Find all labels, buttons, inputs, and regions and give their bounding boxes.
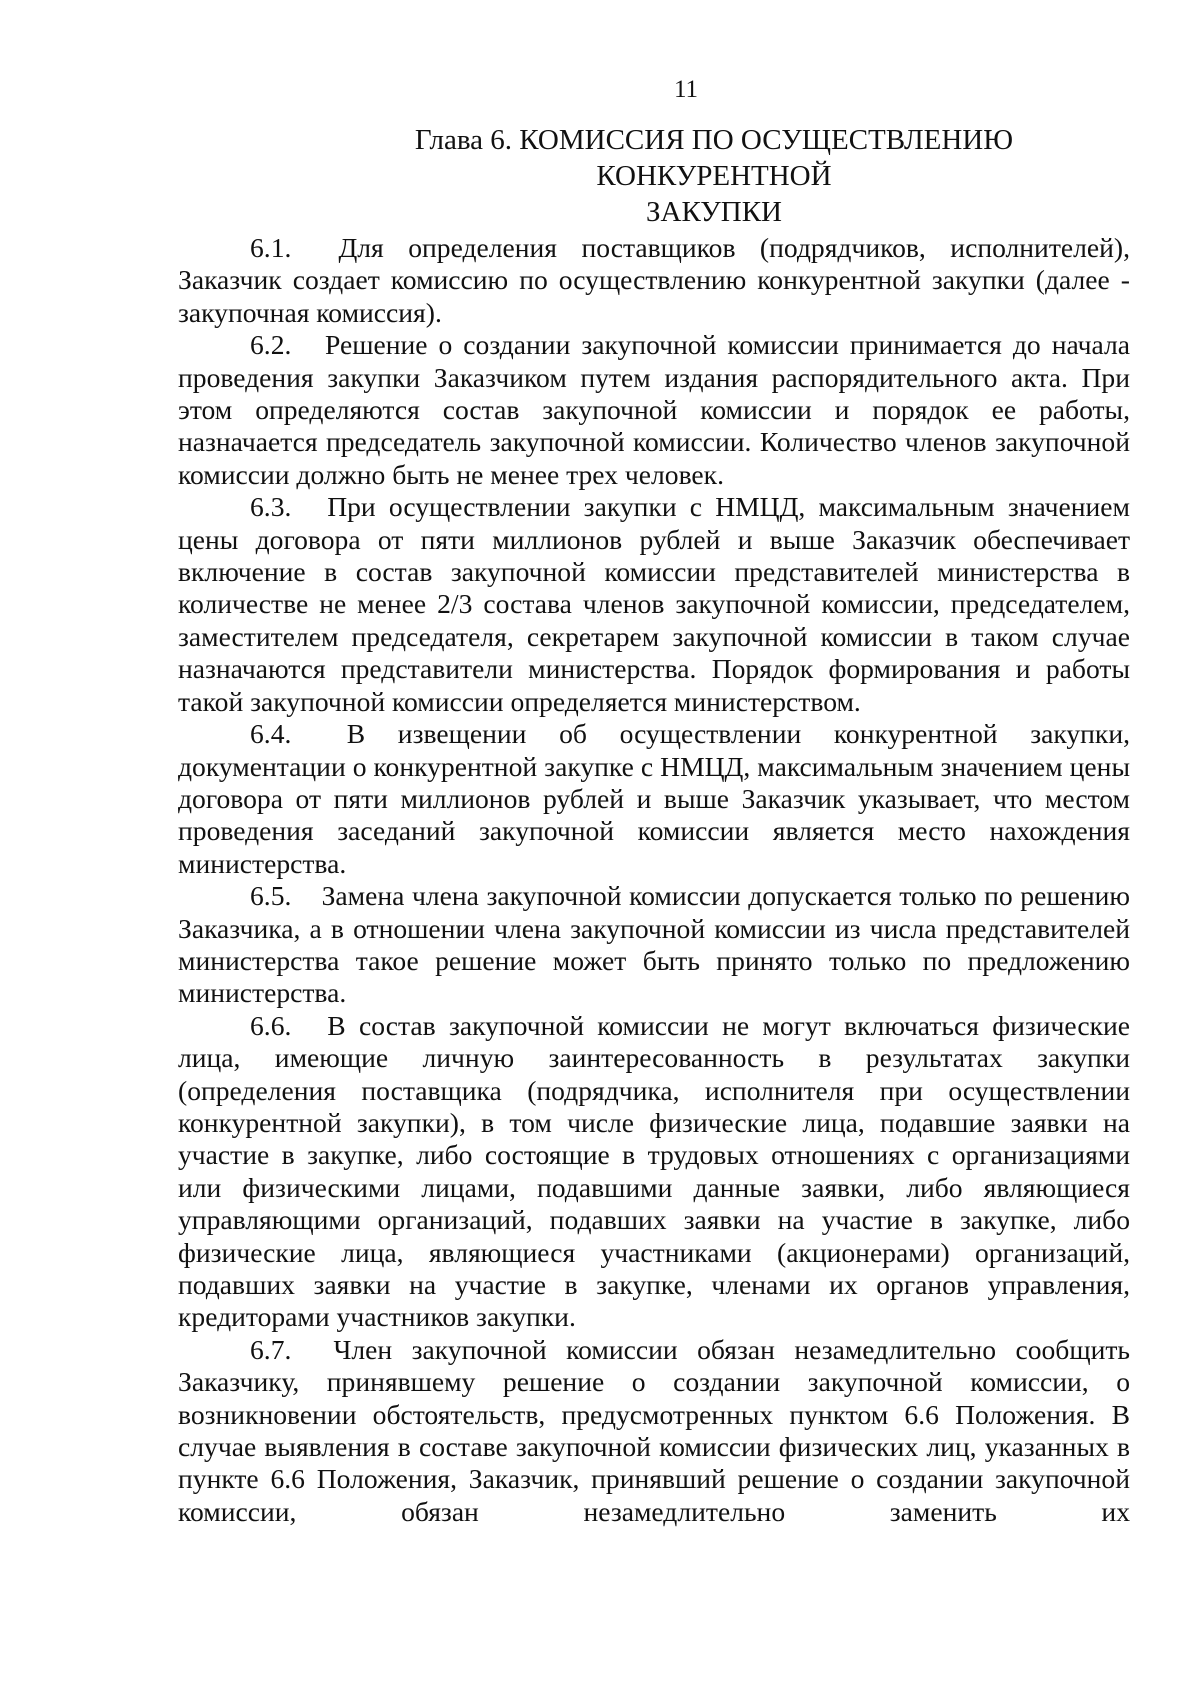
paragraph-number: 6.5.: [250, 880, 292, 912]
chapter-title-line-1: Глава 6. КОМИССИЯ ПО ОСУЩЕСТВЛЕНИЮ КОНКУРЕНТНОЙ: [414, 124, 1014, 192]
paragraph-text: В состав закупочной комиссии не могут включаться физические лица, имеющие личную заинтересованность в результатах закупки (определения поставщика (подрядчика, исполнителя при осуществлении конкурентной закупки), в том числе физические лица, подавшие заявки на участие в закупке, либо состоящие в трудовых отношениях с организациями или физическими лицами, подавшими данные заявки, либо являющиеся управляющими организаций, подавших заявки на участие в закупке, либо физические лица, являющиеся участниками (акционерами) организаций, подавших заявки на участие в закупке, членами их органов управления, кредиторами участников закупки.: [178, 1009, 1130, 1333]
chapter-title: [178, 122, 1130, 230]
paragraph-number: 6.2.: [250, 329, 292, 361]
paragraph-text: При осуществлении закупки с НМЦД, максимальным значением цены договора от пяти миллионов рублей и выше Заказчик обеспечивает включение в состав закупочной комиссии представителей министерства в количестве не менее 2/3 состава членов закупочной комиссии, председателем, заместителем председателя, секретарем закупочной комиссии в таком случае назначаются представители министерства. Порядок формирования и работы такой закупочной комиссии определяется министерством.: [178, 491, 1130, 717]
paragraph-6-3: [178, 491, 1130, 718]
paragraph-text: Для определения поставщиков (подрядчиков, исполнителей), Заказчик создает комиссию по осуществлению конкурентной закупки (далее - закупочная комиссия).: [178, 232, 1130, 328]
paragraph-number: 6.4.: [250, 718, 292, 750]
paragraph-text: В извещении об осуществлении конкурентной закупки, документации о конкурентной закупке с НМЦД, максимальным значением цены договора от пяти миллионов рублей и выше Заказчик указывает, что местом проведения заседаний закупочной комиссии является место нахождения министерства.: [178, 718, 1131, 879]
paragraph-number: 6.7.: [250, 1333, 292, 1365]
paragraph-6-1: [178, 232, 1130, 329]
paragraph-6-4: [178, 718, 1130, 880]
paragraph-6-2: [178, 329, 1130, 491]
page-number: 11: [673, 76, 699, 103]
paragraph-text: Член закупочной комиссии обязан незамедлительно сообщить Заказчику, принявшему решение о создании закупочной комиссии, о возникновении обстоятельств, предусмотренных пунктом 6.6 Положения. В случае выявления в составе закупочной комиссии физических лиц, указанных в пункте 6.6 Положения, Заказчик, принявший решение о создании закупочной комиссии, обязан незамедлительно заменить их: [178, 1333, 1130, 1527]
document-page: [178, 70, 1130, 1528]
paragraph-number: 6.1.: [250, 232, 292, 263]
paragraph-number: 6.3.: [250, 491, 292, 523]
paragraph-text: Решение о создании закупочной комиссии принимается до начала проведения закупки Заказчиком путем издания распорядительного акта. При этом определяются состав закупочной комиссии и порядок ее работы, назначается председатель закупочной комиссии. Количество членов закупочной комиссии должно быть не менее трех человек.: [178, 329, 1130, 490]
paragraph-text: Замена члена закупочной комиссии допускается только по решению Заказчика, а в отношении члена закупочной комиссии из числа представителей министерства такое решение может быть принято только по предложению министерства.: [178, 880, 1130, 1009]
paragraph-6-6: [178, 1010, 1130, 1334]
paragraph-number: 6.6.: [250, 1009, 292, 1041]
chapter-title-line-2: ЗАКУПКИ: [646, 196, 782, 228]
paragraph-6-5: [178, 880, 1130, 1010]
paragraph-6-7: [178, 1334, 1130, 1528]
